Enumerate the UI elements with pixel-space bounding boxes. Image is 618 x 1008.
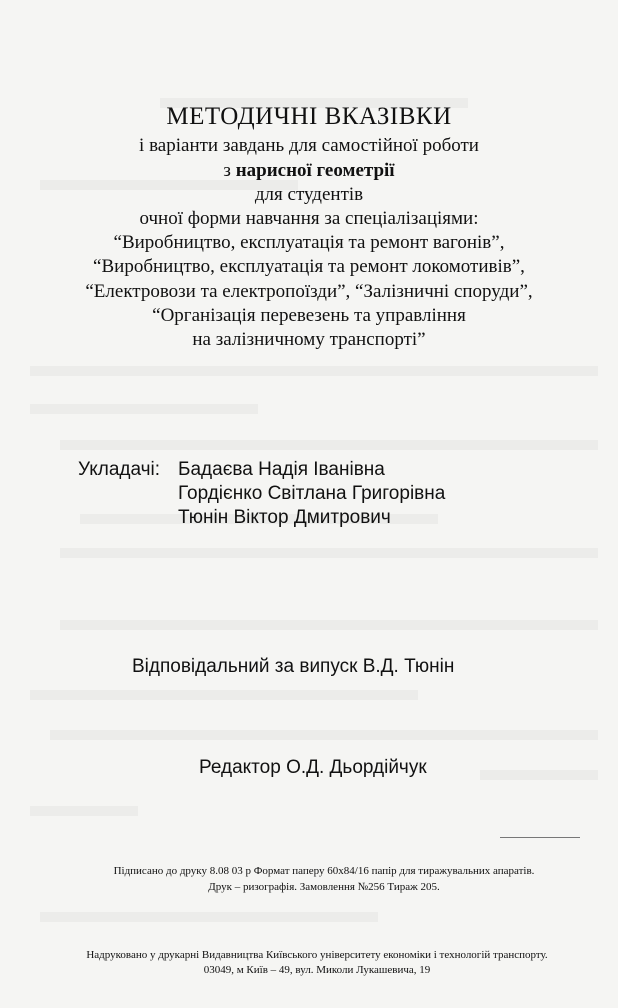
show-through [60,620,598,630]
compiler-name: Гордієнко Світлана Григорівна [178,483,446,504]
specialization-line: “Виробництво, експлуатація та ремонт вагонів”, [113,232,505,253]
specialization-line: “Електровози та електропоїзди”, “Залізничні споруди”, [85,281,533,302]
printing-address: 03049, м Київ – 49, вул. Миколи Лукашевича, 19 [203,964,431,976]
show-through [30,806,138,816]
compiler-name: Тюнін Віктор Дмитрович [178,507,391,528]
compilers-label: Укладачі: [78,459,161,480]
responsible-editor: Відповідальний за випуск В.Д. Тюнін [132,656,455,677]
specialization-line: “Виробництво, експлуатація та ремонт локомотивів”, [93,256,525,277]
show-through [480,770,598,780]
specialization-line: на залізничному транспорті” [192,329,426,350]
subtitle-line: очної форми навчання за спеціалізаціями: [139,208,479,229]
imprint-line: Підписано до друку 8.08 03 р Формат паперу 60х84/16 папір для тиражувальних апаратів. [113,865,535,877]
imprint-line: Друк – ризографія. Замовлення №256 Тираж 205. [208,881,440,893]
subtitle-line: для студентів [254,184,364,205]
show-through [50,730,598,740]
show-through [30,366,598,376]
show-through [30,690,418,700]
compilers-block [78,458,445,530]
show-through [30,404,258,414]
compiler-name: Бадаєва Надія Іванівна [178,459,385,480]
editor: Редактор О.Д. Дьордійчук [199,757,427,778]
show-through [40,912,378,922]
show-through [60,548,598,558]
subtitle-line: з нарисної геометрії [223,160,395,181]
divider [500,837,580,838]
show-through [60,440,598,450]
printing-house: Надруковано у друкарні Видавництва Київського університету економіки і технологій транспорту. [86,949,548,961]
page-title: МЕТОДИЧНІ ВКАЗІВКИ [166,103,452,130]
specialization-line: “Організація перевезень та управління [152,305,466,326]
subtitle-line: і варіанти завдань для самостійної роботи [139,135,479,156]
